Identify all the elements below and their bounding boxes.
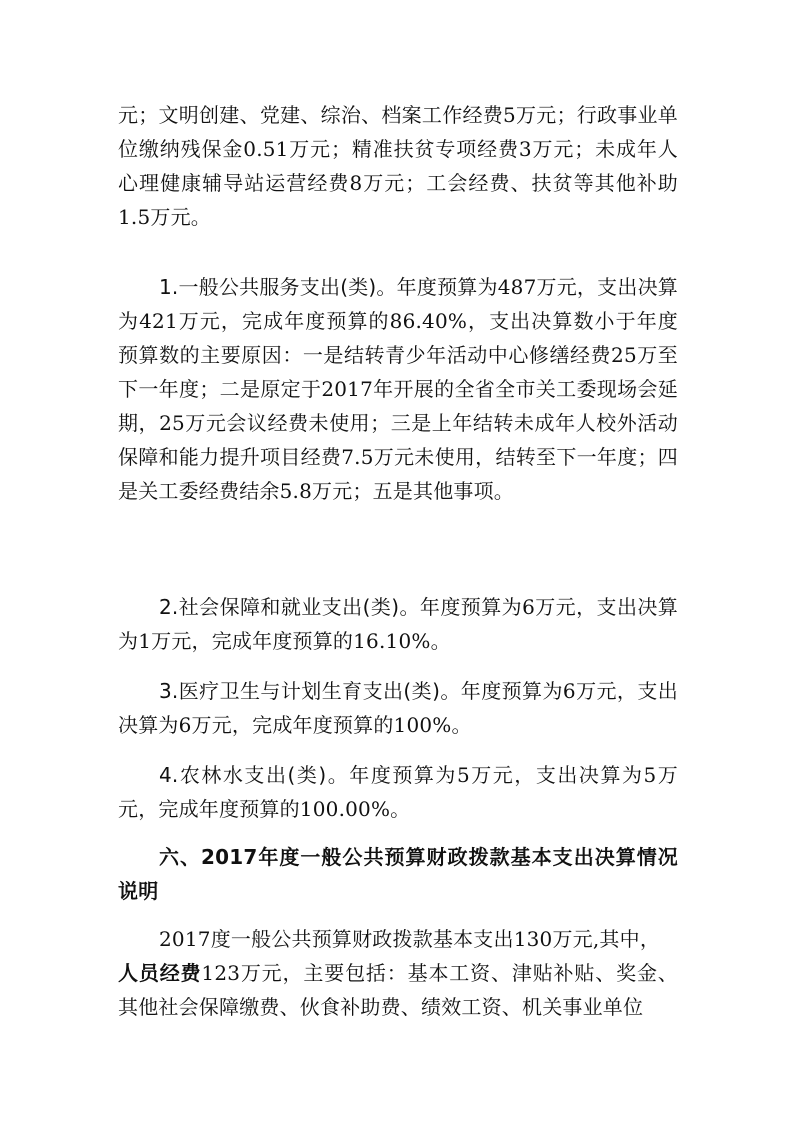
item-3-lead: 3.医疗卫生与计划生育支出(类)。 xyxy=(159,679,461,703)
item-1-paragraph xyxy=(118,270,678,508)
item-4-body: 年度预算为5万元，支出决算为5万元，完成年度预算的100.00%。 xyxy=(118,763,679,821)
section-6-paragraph-1: 2017度一般公共预算财政拨款基本支出130万元,其中， xyxy=(159,927,661,951)
item-3-body: 年度预算为6万元，支出决算为6万元，完成年度预算的100%。 xyxy=(118,679,678,737)
section-6-paragraph-2 xyxy=(118,956,678,1024)
item-1-body: 年度预算为487万元，支出决算为421万元，完成年度预算的86.40%，支出决算数小于年度预算数的主要原因：一是结转青少年活动中心修缮经费25万至下一年度；二是原定于2017年开展的全省全市关工委现场会延期，25万元会议经费未使用；三是上年结转未成年人校外活动保障和能力提升项目经费7.5万元未使用，结转至下一年度；四是关工委经费结余5.8万元；五是其他事项。 xyxy=(118,275,678,503)
item-3-paragraph xyxy=(118,674,678,742)
item-2-paragraph xyxy=(118,590,678,658)
personnel-expense-body: 123万元，主要包括：基本工资、津贴补贴、奖金、其他社会保障缴费、伙食补助费、绩效工资、机关事业单位 xyxy=(118,961,678,1019)
section-6-heading: 六、2017年度一般公共预算财政拨款基本支出决算情况说明 xyxy=(118,845,678,903)
item-2-lead: 2.社会保障和就业支出(类)。 xyxy=(159,595,420,619)
item-4-lead: 4.农林水支出(类)。 xyxy=(159,763,350,787)
item-2-body: 年度预算为6万元，支出决算为1万元，完成年度预算的16.10%。 xyxy=(118,595,679,653)
personnel-expense-label: 人员经费 xyxy=(118,961,202,985)
item-4-paragraph xyxy=(118,758,678,826)
continued-paragraph: 元；文明创建、党建、综治、档案工作经费5万元；行政事业单位缴纳残保金0.51万元；精准扶贫专项经费3万元；未成年人心理健康辅导站运营经费8万元；工会经费、扶贫等其他补助1.5万元。 xyxy=(118,103,678,229)
item-1-lead: 1.一般公共服务支出(类)。 xyxy=(159,275,397,299)
